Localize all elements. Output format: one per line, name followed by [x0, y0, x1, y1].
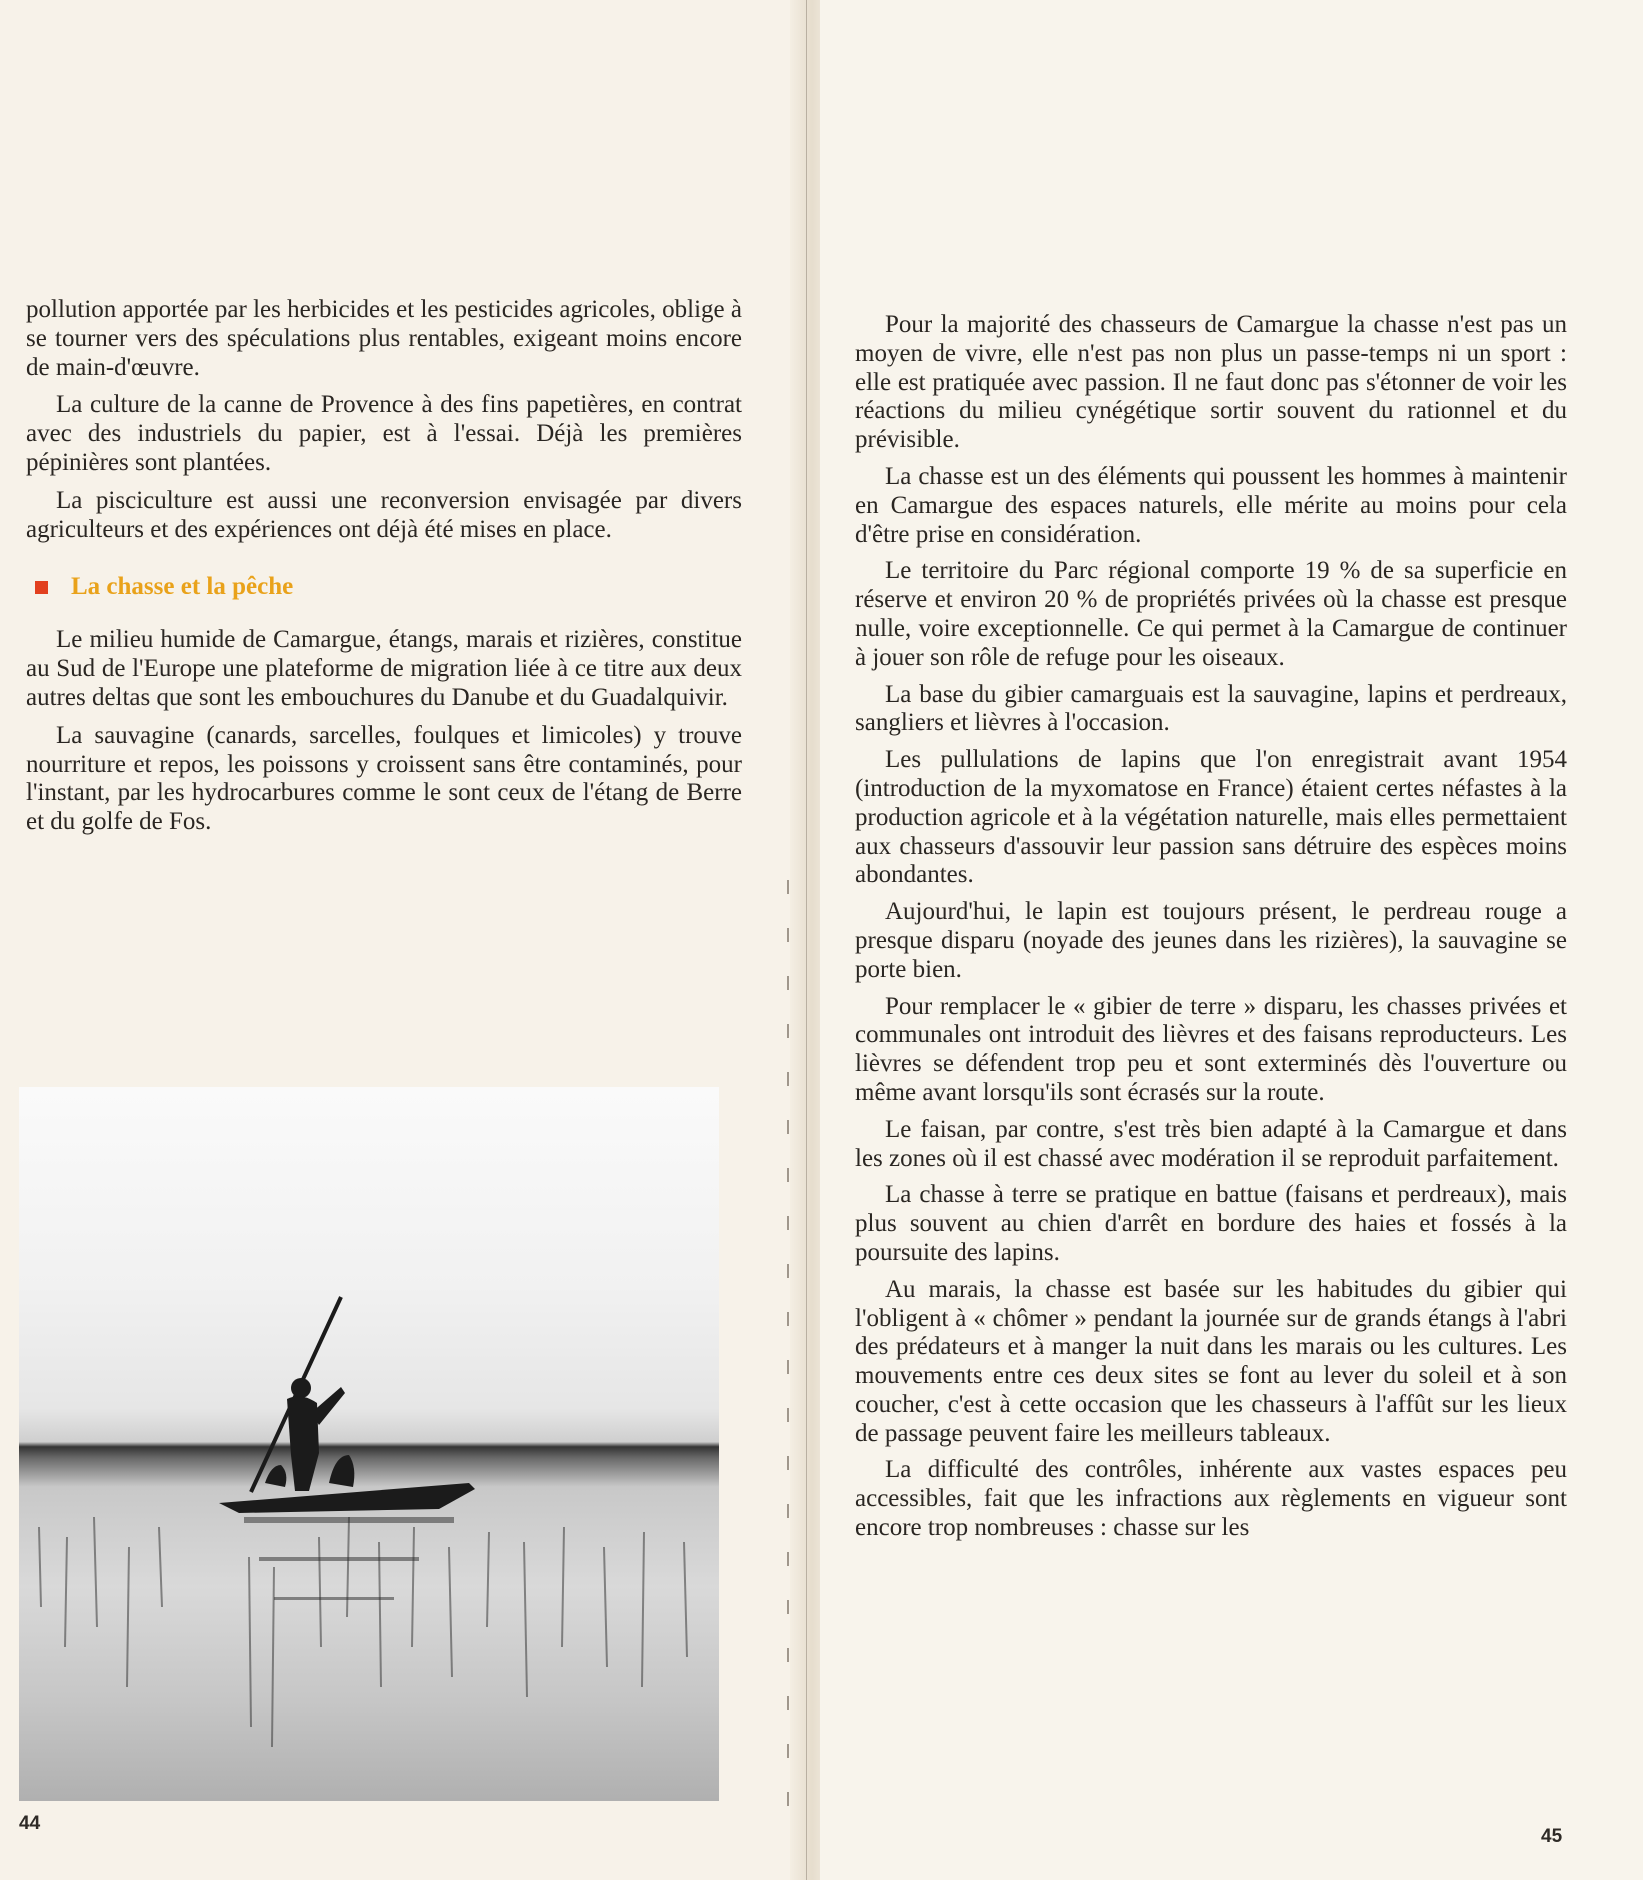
section-heading [35, 573, 742, 601]
photo-illustration [19, 1087, 719, 1801]
left-page [0, 0, 820, 1880]
paragraph: pollution apportée par les herbicides et les pesticides agricoles, oblige à se tourner vers des spéculations plus rentables, exigeant moins encore de main-d'œuvre. [26, 296, 742, 381]
marsh-boat-photo [19, 1087, 719, 1801]
page-number: 45 [1541, 1826, 1563, 1847]
square-bullet-icon [35, 581, 48, 594]
paragraph: La chasse est un des éléments qui poussent les hommes à maintenir en Camargue des espaces naturels, elle mérite au moins pour cela d'être prise en considération. [855, 462, 1567, 548]
paragraph: Le territoire du Parc régional comporte 19 % de sa superficie en réserve et environ 20 % de propriétés privées où la chasse est presque nulle, voire exceptionnelle. Ce qui permet à la Camargue de continuer à jouer son rôle de refuge pour les oiseaux. [855, 557, 1567, 671]
page-number: 44 [19, 1813, 41, 1834]
paragraph: Au marais, la chasse est basée sur les habitudes du gibier qui l'obligent à « chômer » pendant la journée sur de grands étangs à l'abri des prédateurs et à manger la nuit dans les marais ou les cultures. Les mouvements entre ces deux sites se font au lever du soleil et à son coucher, c'est à cette occasion que les chasseurs à l'affût sur les lieux de passage peuvent faire les meilleurs tableaux. [855, 1275, 1567, 1447]
paragraph: La difficulté des contrôles, inhérente aux vastes espaces peu accessibles, fait que les infractions aux règlements en vigueur sont encore trop nombreuses : chasse sur les [855, 1456, 1567, 1542]
gutter-perforation [787, 880, 789, 1840]
paragraph: Pour la majorité des chasseurs de Camargue la chasse n'est pas un moyen de vivre, elle n'est pas non plus un passe-temps ni un sport : elle est pratiquée avec passion. Il ne faut donc pas s'étonner de voir les réactions du milieu cynégétique sortir souvent du rationnel et du prévisible. [855, 311, 1567, 454]
left-text-column [26, 296, 742, 846]
section-heading-text: La chasse et la pêche [71, 573, 294, 601]
right-page [820, 0, 1643, 1880]
paragraph: Le milieu humide de Camargue, étangs, marais et rizières, constitue au Sud de l'Europe une plateforme de migration liée à ce titre aux deux autres deltas que sont les embouchures du Danube et du Guadalquivir. [26, 626, 742, 711]
paragraph: La sauvagine (canards, sarcelles, foulques et limicoles) y trouve nourriture et repos, les poissons y croissent sans être contaminés, pour l'instant, par les hydrocarbures comme le sont ceux de l'étang de Berre et du golfe de Fos. [26, 721, 742, 836]
paragraph: La pisciculture est aussi une reconversion envisagée par divers agriculteurs et des expériences ont déjà été mises en place. [26, 486, 742, 543]
gutter-edge [806, 0, 807, 1880]
paragraph: La chasse à terre se pratique en battue (faisans et perdreaux), mais plus souvent au chien d'arrêt en bordure des haies et fossés à la poursuite des lapins. [855, 1181, 1567, 1266]
paragraph: Les pullulations de lapins que l'on enregistrait avant 1954 (introduction de la myxomatose en France) étaient certes néfastes à la production agricole et à la végétation naturelle, mais elles permettaient aux chasseurs d'assouvir leur passion sans détruire des espèces moins abondantes. [855, 746, 1567, 889]
paragraph: La culture de la canne de Provence à des fins papetières, en contrat avec des industriels du papier, est à l'essai. Déjà les premières pépinières sont plantées. [26, 391, 742, 476]
paragraph: Pour remplacer le « gibier de terre » disparu, les chasses privées et communales ont introduit des lièvres et des faisans reproducteurs. Les lièvres se défendent trop peu et sont exterminés dès l'ouverture ou même avant lorsqu'ils sont écrasés sur la route. [855, 992, 1567, 1106]
paragraph: Aujourd'hui, le lapin est toujours présent, le perdreau rouge a presque disparu (noyade des jeunes dans les rizières), la sauvagine se porte bien. [855, 898, 1567, 983]
right-text-column [855, 311, 1567, 1551]
paragraph: La base du gibier camarguais est la sauvagine, lapins et perdreaux, sangliers et lièvres à l'occasion. [855, 680, 1567, 737]
paragraph: Le faisan, par contre, s'est très bien adapté à la Camargue et dans les zones où il est chassé avec modération il se reproduit parfaitement. [855, 1115, 1567, 1172]
